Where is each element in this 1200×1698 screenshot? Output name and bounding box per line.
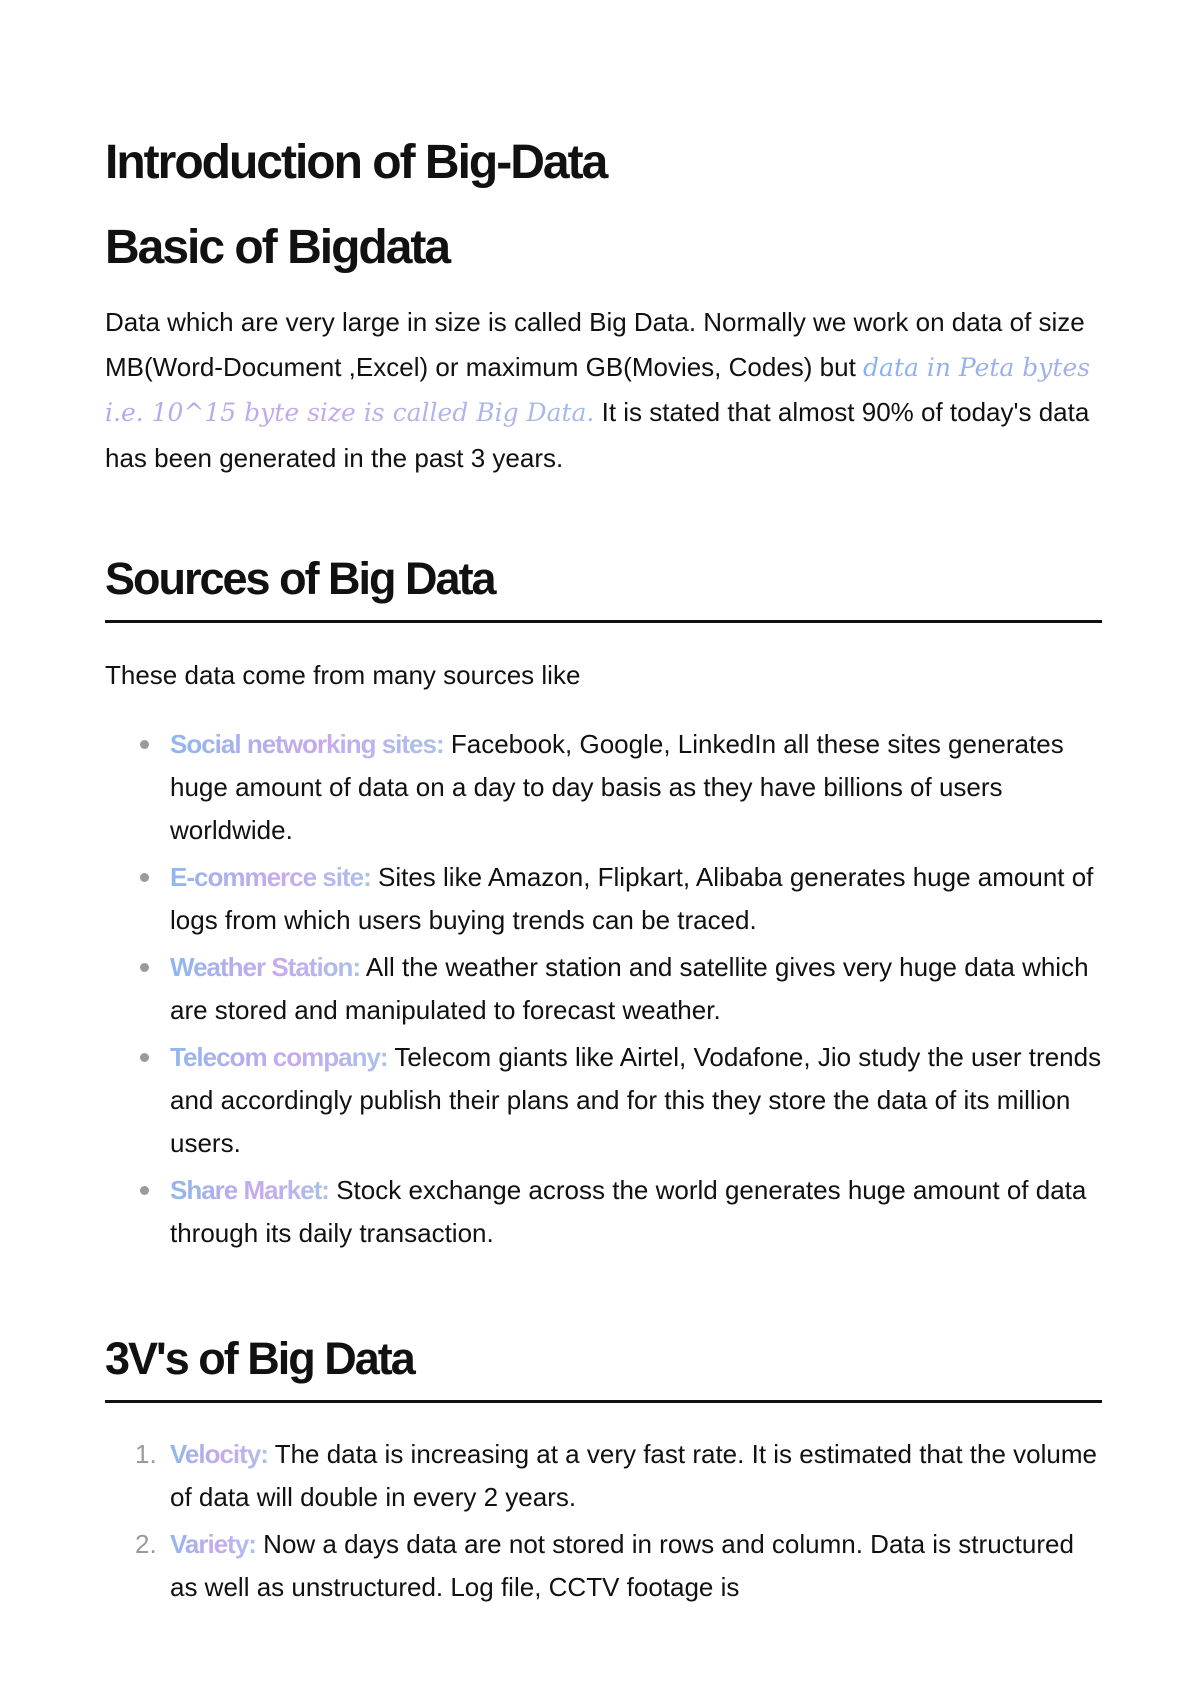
item-label: E-commerce site:	[170, 862, 371, 892]
list-item	[105, 1036, 1102, 1165]
list-item	[105, 946, 1102, 1032]
item-number: 1.	[135, 1439, 157, 1469]
item-text: Now a days data are not stored in rows and column. Data is structured as well as unstructured. Log file, CCTV footage is	[170, 1529, 1074, 1602]
item-label: Share Market:	[170, 1175, 329, 1205]
section-divider	[105, 620, 1102, 623]
intro-text-before: Data which are very large in size is called Big Data. Normally we work on data of size MB(Word-Document ,Excel) or maximum GB(Movies, Codes) but	[105, 307, 1085, 382]
item-text: Facebook, Google, LinkedIn all these sites generates huge amount of data on a day to day basis as they have billions of users worldwide.	[170, 729, 1064, 845]
bullet-icon	[140, 1186, 149, 1195]
sources-lead: These data come from many sources like	[105, 660, 581, 690]
page-title: Introduction of Big-Data	[105, 136, 607, 189]
list-item	[105, 723, 1102, 852]
vs-section-header	[105, 1332, 1102, 1403]
intro-highlight: data in Peta bytes i.e. 10^15 byte size is called Big Data.	[105, 352, 1091, 427]
item-label: Variety:	[170, 1529, 256, 1559]
item-text: Sites like Amazon, Flipkart, Alibaba generates huge amount of logs from which users buying trends can be traced.	[170, 862, 1094, 935]
bullet-icon	[140, 740, 149, 749]
item-label: Velocity:	[170, 1439, 268, 1469]
list-item	[105, 856, 1102, 942]
item-label: Weather Station:	[170, 952, 361, 982]
sources-heading: Sources of Big Data	[105, 553, 495, 604]
bullet-icon	[140, 963, 149, 972]
bullet-icon	[140, 873, 149, 882]
list-item	[105, 1523, 1102, 1609]
item-label: Social networking sites:	[170, 729, 444, 759]
page-subtitle: Basic of Bigdata	[105, 221, 450, 274]
intro-text-after: It is stated that almost 90% of today's data has been generated in the past 3 years.	[105, 397, 1090, 473]
bullet-icon	[140, 1053, 149, 1062]
item-text: Telecom giants like Airtel, Vodafone, Jio study the user trends and accordingly publish their plans and for this they store the data of its million users.	[170, 1042, 1102, 1158]
vs-heading: 3V's of Big Data	[105, 1333, 414, 1384]
sources-list	[105, 723, 1102, 1259]
item-label: Telecom company:	[170, 1042, 388, 1072]
section-divider	[105, 1400, 1102, 1403]
list-item	[105, 1169, 1102, 1255]
item-number: 2.	[135, 1529, 157, 1559]
item-text: The data is increasing at a very fast rate. It is estimated that the volume of data will double in every 2 years.	[170, 1439, 1097, 1512]
list-item	[105, 1433, 1102, 1519]
intro-paragraph	[105, 300, 1102, 480]
vs-list	[105, 1433, 1102, 1613]
item-text: All the weather station and satellite gives very huge data which are stored and manipulated to forecast weather.	[170, 952, 1089, 1025]
sources-section-header	[105, 552, 1102, 623]
item-text: Stock exchange across the world generates huge amount of data through its daily transaction.	[170, 1175, 1087, 1248]
